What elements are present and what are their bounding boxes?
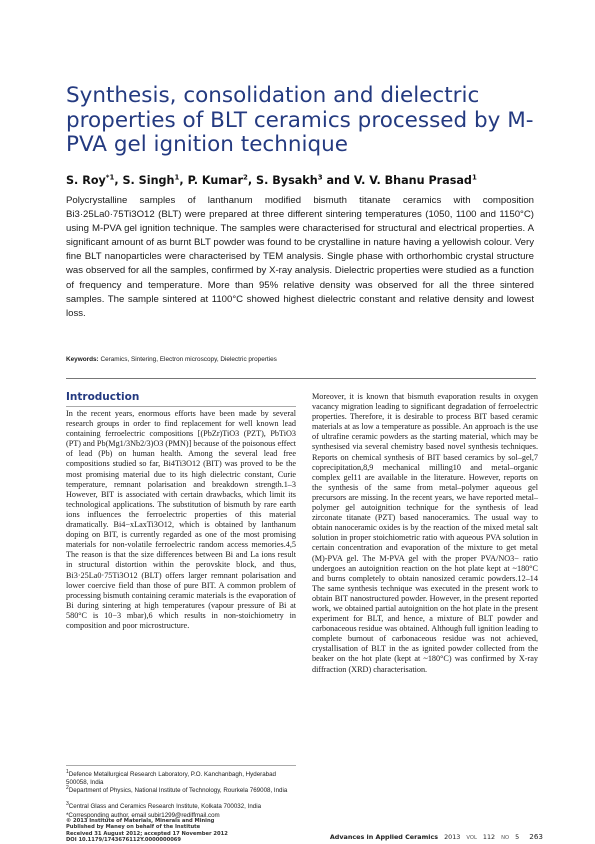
publication-info	[66, 818, 228, 844]
doi-line: DOI 10.1179/1743676112Y.0000000069	[66, 837, 182, 844]
volume-number: 112	[482, 833, 496, 841]
affiliation-footnote: $^3$Central Glass and Ceramics Research Institute, Kolkata 700032, India	[66, 801, 262, 811]
author-list	[66, 173, 546, 187]
journal-year: 2013	[444, 833, 461, 841]
issue-label: NO	[501, 835, 510, 841]
received-line: Received 31 August 2012; accepted 17 November 2012	[66, 830, 228, 837]
body-column-right: Moreover, it is known that bismuth evaporation results in oxygen vacancy migration leading to significant degradation of ferroelectric properties. Therefore, it is desirable to process BIT based ceramic materials at as low a temperature as possible. An approach is the use of ultrafine ceramic powders as the starting material, which may be synthesised via several chemistry based novel synthesis techniques. Reports on chemical synthesis of BIT based ceramics by sol–gel,7 coprecipitation,8,9 mechanical milling10 and metal–organic complex gel11 are available in the literature. However, reports on the synthesis of the same from metal–polymer aqueous gel precursors are missing. In the recent years, we have reported metal–polymer gel autoignition technique for the synthesis of lead zirconate titanate (PZT) based nanoceramics. The usual way to obtain nanoceramic oxides is by the reaction of the mixed metal salt solution in proper stoichiometric ratio with aqueous PVA solution in certain concentration and evaporation of the mixture to get metal (M)-PVA gel. The M-PVA gel with the proper PVA/NO3− ratio undergoes an autoignition reaction on the hot plate kept at ~180°C and burns completely to obtain nanosized ceramic powders.12–14 The same synthesis technique was executed in the present work to obtain BIT nanostructured powder. However, in the present reported work, we obtained partial autoignition on the hot plate in the present experiment for BLT, and hence, a mixture of BLT powder and carbonaceous residue was obtained. Although full ignition leading to complete burnout of carbonaceous residue was not achieved, crystallisation of BLT in the as ignited powder collected from the beaker on the hot plate (kept at ~180°C) was confirmed by X-ray diffraction (XRD) characterisation.	[312, 392, 538, 674]
heading-underline	[66, 406, 296, 407]
author: P. Kumar$^2$,	[187, 173, 257, 187]
body-column-left: In the recent years, enormous efforts have been made by several research groups in order to find replacement for well known lead containing ferroelectric compositions [(PbZr)TiO3 (PZT), PbTiO3 (PT) and Pb(Mg1/3Nb2/3)O3 (PMN)] because of the poisonous effect of lead (Pb) on human health. Among the several lead free compositions studied so far, Bi4Ti3O12 (BIT) was proved to be the most promising material due to its high dielectric constant, Curie temperature, remnant polarisation and breakdown strength.1–3 However, BIT is associated with certain drawbacks, which limit its technological applications. The substitution of bismuth by rare earth ions influences the ferroelectric properties of this material dramatically. Bi4−xLaxTi3O12, which is obtained by lanthanum doping on BIT, is currently regarded as one of the most promising materials for non-volatile ferroelectric random access memories.4,5 The reason is that the size differences between Bi and La ions result in structural distortion within the perovskite block, and thus, Bi3·25La0·75Ti3O12 (BLT) offers larger remnant polarisation and lower coercive field than those of pure BIT. A common problem of processing bismuth containing ceramic materials is the evaporation of Bi during sintering at high temperatures (vapour pressure of Bi at 580°C is 10−3 mbar),6 which results in non-stoichiometry in composition and poor microstructure.	[66, 409, 296, 630]
footnote-divider	[66, 765, 296, 766]
keywords	[66, 356, 536, 363]
page-number: 263	[529, 832, 543, 841]
copyright-line: © 2013 Institute of Materials, Minerals and Mining	[66, 818, 215, 824]
section-divider	[66, 378, 536, 379]
journal-name: Advances in Applied Ceramics	[329, 833, 439, 841]
corresponding-author-note: *Corresponding author, email subir1299@rediffmail.com	[66, 812, 220, 819]
section-heading-introduction: Introduction	[66, 391, 140, 403]
author: S. Roy$^{*1}$,	[66, 173, 123, 187]
abstract: Polycrystalline samples of lanthanum modified bismuth titanate ceramics with composition Bi3·25La0·75Ti3O12 (BLT) were prepared at three different sintering temperatures (1050, 1100 and 1150°C) using M-PVA gel ignition technique. The samples were characterised for structural and electrical properties. A significant amount of as burnt BLT powder was found to be crystalline in nature having a yellowish colour. Very fine BLT nanoparticles were characterised by TEM analysis. Single phase with orthorhombic crystal structure was observed for all the samples, confirmed by X-ray analysis. Dielectric properties were studied as a function of frequency and temperature. More than 95% relative density was observed for all the three sintered samples. The sample sintered at 1100°C showed highest dielectric constant and relative density and lowest loss.	[66, 195, 534, 319]
author: S. Singh$^1$,	[122, 173, 188, 187]
issue-number: 5	[515, 833, 520, 841]
author: S. Bysakh$^3$ and	[256, 173, 354, 187]
author: V. V. Bhanu Prasad$^1$	[353, 173, 477, 187]
journal-footer	[326, 832, 543, 841]
affiliation-footnote: $^1$Defence Metallurgical Research Laboratory, P.O. Kanchanbagh, Hyderabad 500058, India	[66, 769, 276, 786]
affiliation-footnote: $^2$Department of Physics, National Institute of Technology, Rourkela 769008, India	[66, 785, 288, 795]
publisher-line: Published by Maney on behalf of the Institute	[66, 824, 201, 831]
volume-label: VOL	[466, 835, 477, 841]
keywords-list: Ceramics, Sintering, Electron microscopy, Dielectric properties	[100, 356, 277, 363]
article-title: Synthesis, consolidation and dielectric properties of BLT ceramics processed by M-PVA gel ignition technique	[66, 83, 534, 157]
keywords-label: Keywords:	[66, 356, 99, 363]
